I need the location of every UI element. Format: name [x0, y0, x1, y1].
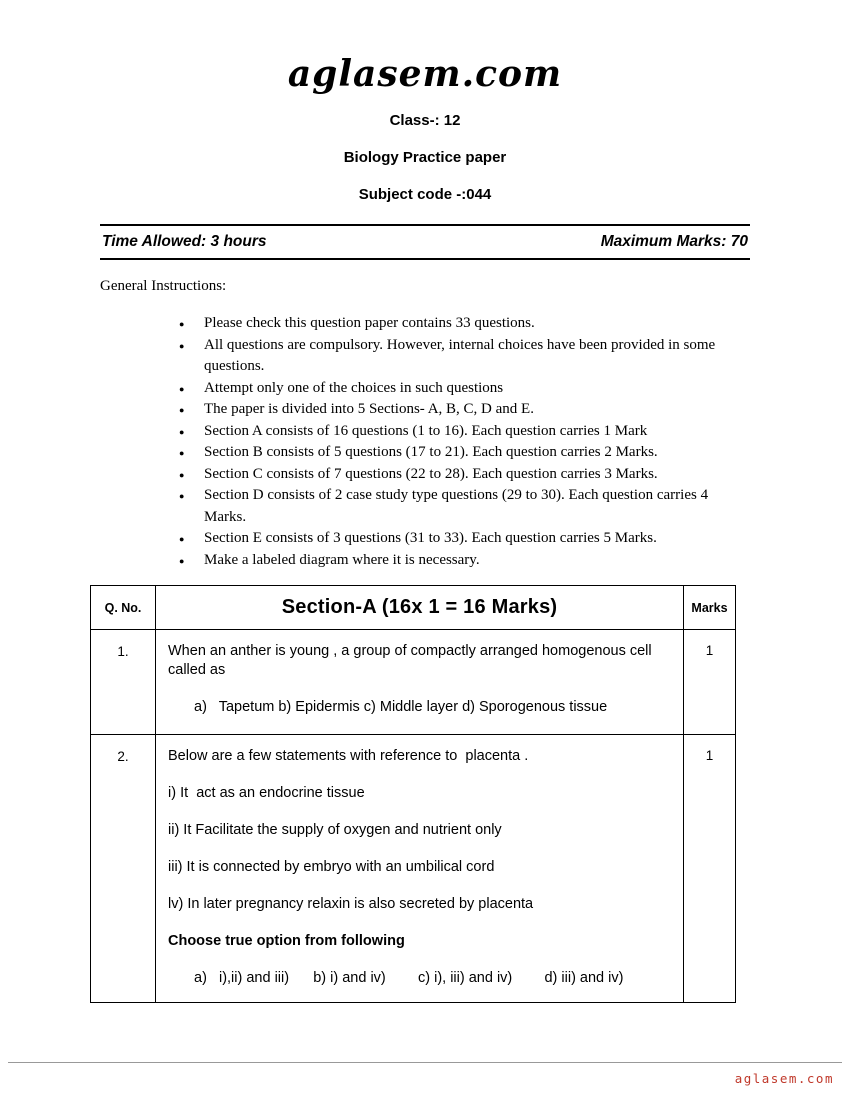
qno-column-header: Q. No.	[91, 586, 156, 630]
question-text: When an anther is young , a group of compactly arranged homogenous cell called as	[168, 643, 656, 678]
question-options: a) Tapetum b) Epidermis c) Middle layer d) Sporogenous tissue	[194, 699, 608, 715]
class-line: Class-: 12	[389, 112, 461, 129]
question-statement: lv) In later pregnancy relaxin is also secreted by placenta	[168, 896, 534, 912]
instruction-item: ● Section E consists of 3 questions (31 to 33). Each question carries 5 Marks.	[178, 528, 750, 550]
question-statement: iii) It is connected by embryo with an umbilical cord	[168, 859, 495, 875]
time-allowed: Time Allowed: 3 hours	[102, 233, 267, 250]
page-footer	[8, 1062, 842, 1088]
question-statement: ii) It Facilitate the supply of oxygen and nutrient only	[168, 822, 502, 838]
question-content	[156, 735, 684, 1003]
instructions-list	[178, 313, 750, 571]
paper-title: Biology Practice paper	[343, 149, 507, 166]
question-marks: 1	[684, 735, 736, 1003]
instruction-item: ● Section C consists of 7 questions (22 to 28). Each question carries 3 Marks.	[178, 464, 750, 486]
question-options: a) i),ii) and iii) b) i) and iv) c) i), iii) and iv) d) iii) and iv)	[194, 970, 624, 986]
instruction-item: ● All questions are compulsory. However, internal choices have been provided in some questions.	[178, 335, 750, 378]
question-statement: i) It act as an endocrine tissue	[168, 785, 365, 801]
question-text: Below are a few statements with reference to placenta .	[168, 748, 529, 764]
instruction-item: ● Please check this question paper contains 33 questions.	[178, 313, 750, 335]
question-marks: 1	[684, 630, 736, 735]
instruction-item: ● Section D consists of 2 case study type questions (29 to 30). Each question carries 4 Marks.	[178, 485, 750, 528]
instruction-item: ● The paper is divided into 5 Sections- A, B, C, D and E.	[178, 399, 750, 421]
question-content	[156, 630, 684, 735]
marks-column-header: Marks	[684, 586, 736, 630]
question-table	[90, 585, 736, 1003]
footer-brand-link[interactable]: aglasem.com	[734, 1071, 834, 1086]
time-marks-bar	[100, 224, 750, 260]
instruction-item: ● Section A consists of 16 questions (1 to 16). Each question carries 1 Mark	[178, 421, 750, 443]
instruction-item: ● Make a labeled diagram where it is necessary.	[178, 550, 750, 572]
aglasem-logo: aglasem.com	[287, 53, 563, 95]
maximum-marks: Maximum Marks: 70	[600, 233, 748, 250]
instruction-item: ● Section B consists of 5 questions (17 to 21). Each question carries 2 Marks.	[178, 442, 750, 464]
general-instructions-heading: General Instructions:	[100, 278, 227, 294]
table-header-row	[91, 586, 736, 630]
table-row	[91, 630, 736, 735]
table-row	[91, 735, 736, 1003]
choose-option-prompt: Choose true option from following	[168, 933, 405, 949]
question-number: 1.	[91, 630, 156, 735]
question-number: 2.	[91, 735, 156, 1003]
subject-code: Subject code -:044	[358, 186, 492, 203]
section-a-header: Section-A (16x 1 = 16 Marks)	[156, 586, 684, 630]
instruction-item: ● Attempt only one of the choices in such questions	[178, 378, 750, 400]
